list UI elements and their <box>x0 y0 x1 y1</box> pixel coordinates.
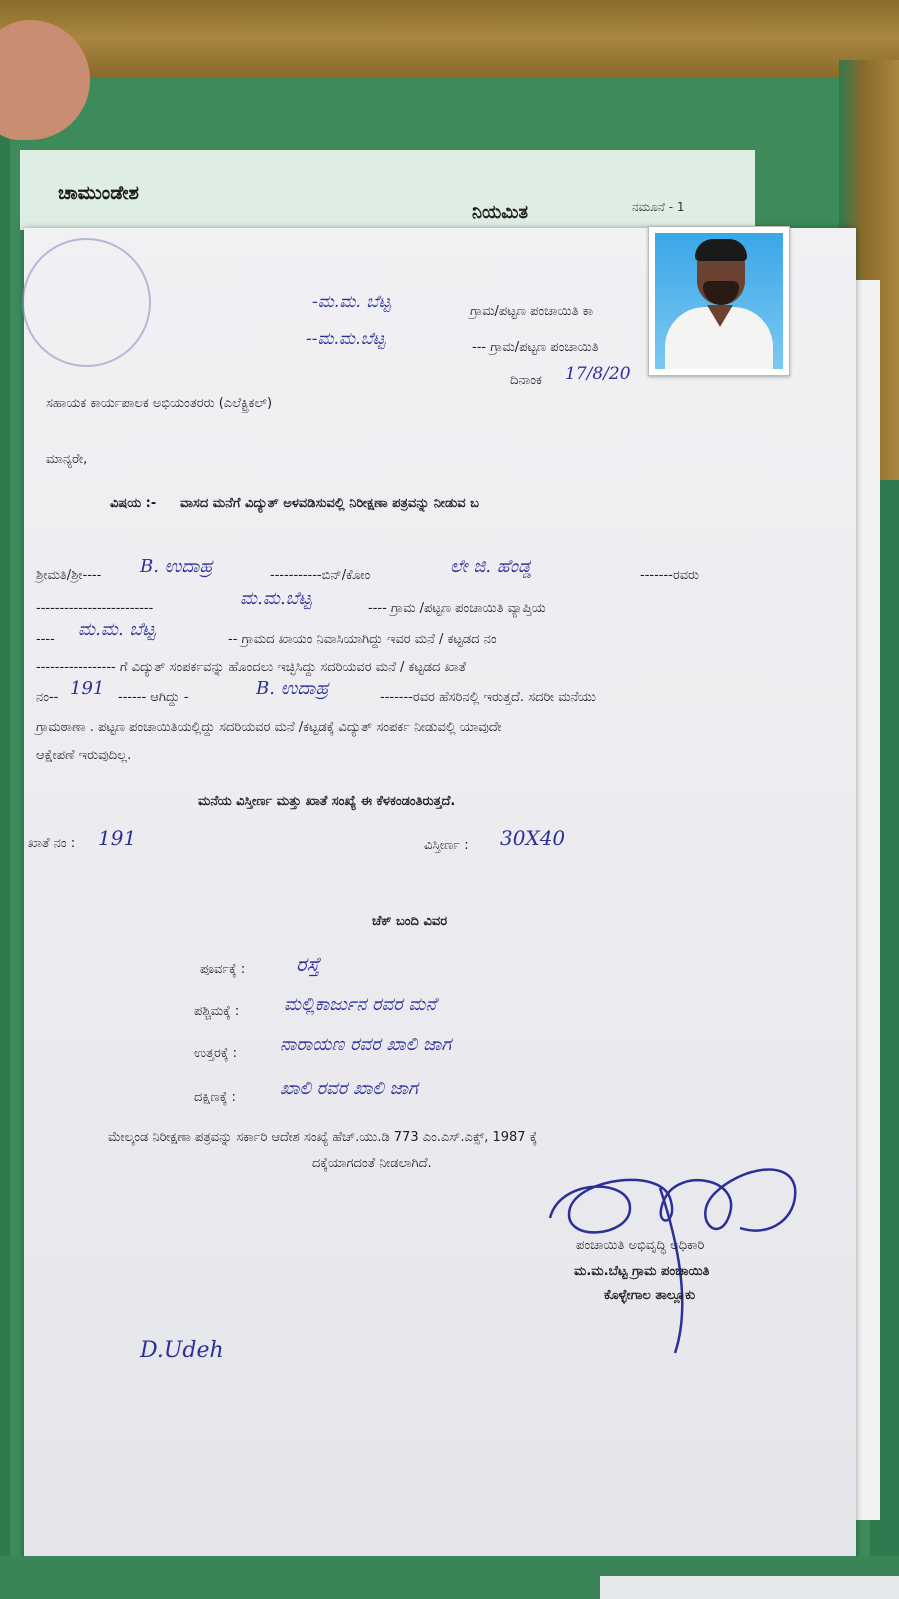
inspection-letter <box>24 228 856 1568</box>
khata-value: 191 <box>98 826 137 850</box>
boundary-east-value: ರಸ್ತೆ <box>296 952 320 976</box>
boundary-west-value: ಮಲ್ಲಿಕಾರ್ಜುನ ರವರ ಮನೆ <box>284 994 437 1015</box>
panchayat-label-1: ಗ್ರಾಮ/ಪಟ್ಟಣ ಪಂಚಾಯಿತಿ ಕಾ <box>470 304 594 319</box>
body-line3-prefix: ---- <box>36 632 55 647</box>
owner-name-hw: B. ಉದಾಹ್ರ <box>256 678 329 699</box>
applicant-name-hw: B. ಉದಾಹ್ರ <box>140 556 213 577</box>
initials-handwritten: D.Udeh <box>140 1338 224 1363</box>
body-line6: ಗ್ರಾಮಠಾಣಾ . ಪಟ್ಟಣ ಪಂಚಾಯಿತಿಯಲ್ಲಿದ್ದು ಸದರಿಯವರ ಮನೆ /ಕಟ್ಟಡಕ್ಕೆ ವಿದ್ಯುತ್ ಸಂಪರ್ಕ ನೀಡುವಲ್ಲಿ ಯಾವುದೇ <box>36 720 502 735</box>
boundary-west-label: ಪಶ್ಚಿಮಕ್ಕೆ : <box>194 1004 240 1019</box>
subject-text: ವಾಸದ ಮನೆಗೆ ವಿದ್ಯುತ್ ಅಳವಡಿಸುವಲ್ಲಿ ನಿರೀಕ್ಷಣಾ ಪತ್ರವನ್ನು ನೀಡುವ ಬ <box>180 496 479 511</box>
footer-line2: ದಕ್ಕೆಯಾಗದಂತೆ ನೀಡಲಾಗಿದೆ. <box>312 1156 432 1171</box>
underlying-sheet-title: ಚಾಮುಂಡೇಶ <box>58 182 139 204</box>
seal-line-3: ಕೊಳ್ಳೇಗಾಲ ತಾಲ್ಲೂಕು <box>604 1288 696 1303</box>
boundaries-heading: ಚೆಕ್ ಬಂದಿ ವಿವರ <box>372 914 448 929</box>
area-label: ವಿಸ್ತೀರ್ಣ : <box>424 838 469 853</box>
body-line5-prefix: ನಂ-- <box>36 690 59 705</box>
body-line5-mid: ------ ಆಗಿದ್ದು - <box>118 690 189 705</box>
body-line4: ----------------- ಗೆ ವಿದ್ಯುತ್ ಸಂಪರ್ಕವನ್ನು ಹೊಂದಲು ಇಚ್ಛಿಸಿದ್ದು ಸದರಿಯವರ ಮನೆ / ಕಟ್ಟಡದ ಖಾತೆ <box>36 660 467 675</box>
boundary-north-label: ಉತ್ತರಕ್ಕೆ : <box>194 1046 238 1061</box>
panchayat-label-2: --- ಗ್ರಾಮ/ಪಟ್ಟಣ ಪಂಚಾಯಿತಿ <box>472 340 599 355</box>
boundary-south-label: ದಕ್ಷಿಣಕ್ಕೆ : <box>194 1090 236 1105</box>
body-line1-prefix: ಶ್ರೀಮತಿ/ಶ್ರೀ---- <box>36 568 102 583</box>
addressee: ಸಹಾಯಕ ಕಾರ್ಯಪಾಲಕ ಅಭಿಯಂತರರು (ಎಲೆಕ್ಟ್ರಿಕಲ್) <box>46 396 273 411</box>
area-value: 30X40 <box>500 826 566 850</box>
body-line2-prefix: ------------------------- <box>36 601 154 616</box>
subject-label: ವಿಷಯ :- <box>110 496 157 511</box>
seal-line-1: ಪಂಚಾಯಿತಿ ಅಭಿವೃದ್ಧಿ ಅಧಿಕಾರಿ <box>576 1238 705 1253</box>
khata-label: ಖಾತೆ ನಂ : <box>28 836 76 851</box>
applicant-photo <box>648 226 790 376</box>
panchayat-name-handwritten: -ಮ.ಮ. ಬೆಟ್ಟ <box>312 292 391 312</box>
boundary-south-value: ಖಾಲಿ ರವರ ಖಾಲಿ ಜಾಗ <box>280 1078 418 1099</box>
boundary-north-value: ನಾರಾಯಣ ರವರ ಖಾಲಿ ಜಾಗ <box>280 1034 452 1055</box>
underlying-sheet-subtitle: ನಿಯಮಿತ <box>472 202 529 223</box>
body-line1-suffix: -------ರವರು <box>640 568 700 583</box>
body-line1-mid: -----------ಬಿನ್/ಕೋಂ <box>270 568 371 583</box>
panchayat-name-handwritten-2: --ಮ.ಮ.ಬೆಟ್ಟ <box>306 329 386 349</box>
panchayat-round-seal <box>22 238 151 367</box>
officer-signature <box>540 1158 800 1358</box>
village-hw-1: ಮ.ಮ.ಬೆಟ್ಟ <box>240 588 312 609</box>
boundary-east-label: ಪೂರ್ವಕ್ಕೆ : <box>200 962 246 977</box>
body-line5-suffix: -------ರವರ ಹೆಸರಿನಲ್ಲಿ ಇರುತ್ತದೆ. ಸದರೀ ಮನೆಯು <box>380 690 596 705</box>
footer-line1: ಮೇಲ್ಕಂಡ ನಿರೀಕ್ಷಣಾ ಪತ್ರವನ್ನು ಸರ್ಕಾರಿ ಆದೇಶ ಸಂಖ್ಯೆ ಹೆಚ್.ಯು.ಡಿ 773 ಎಂ.ಎಸ್.ಎಕ್ಸ್, 1987 ಕ್ಕೆ <box>108 1130 538 1145</box>
village-hw-2: ಮ.ಮ. ಬೆಟ್ಟ <box>78 619 156 640</box>
salutation: ಮಾನ್ಯರೇ, <box>46 452 88 467</box>
date-label: ದಿನಾಂಕ <box>510 373 542 388</box>
house-number-hw: 191 <box>70 678 105 699</box>
body-line3-suffix: -- ಗ್ರಾಮದ ಖಾಯಂ ನಿವಾಸಿಯಾಗಿದ್ದು ಇವರ ಮನೆ / ಕಟ್ಟಡದ ನಂ <box>228 632 497 647</box>
body-line2-suffix: ---- ಗ್ರಾಮ /ಪಟ್ಟಣ ಪಂಚಾಯಿತಿ ವ್ಯಾಪ್ತಿಯ <box>368 601 546 616</box>
father-name-hw: ಲೇ ಜಿ. ಹೆಂಡ್ಡ <box>450 556 532 577</box>
measurement-heading: ಮನೆಯ ವಿಸ್ತೀರ್ಣ ಮತ್ತು ಖಾತೆ ಸಂಖ್ಯೆ ಈ ಕೆಳಕಂಡಂತಿರುತ್ತದೆ. <box>198 794 456 809</box>
date-value: 17/8/20 <box>565 364 631 384</box>
body-line7: ಆಕ್ಷೇಪಣೆ ಇರುವುದಿಲ್ಲ. <box>36 748 132 763</box>
seal-line-2: ಮ.ಮ.ಬೆಟ್ಟ ಗ್ರಾಮ ಪಂಚಾಯಿತಿ <box>574 1264 710 1279</box>
form-number: ನಮೂನೆ - 1 <box>632 200 685 214</box>
bottom-paper-strip <box>600 1576 899 1599</box>
